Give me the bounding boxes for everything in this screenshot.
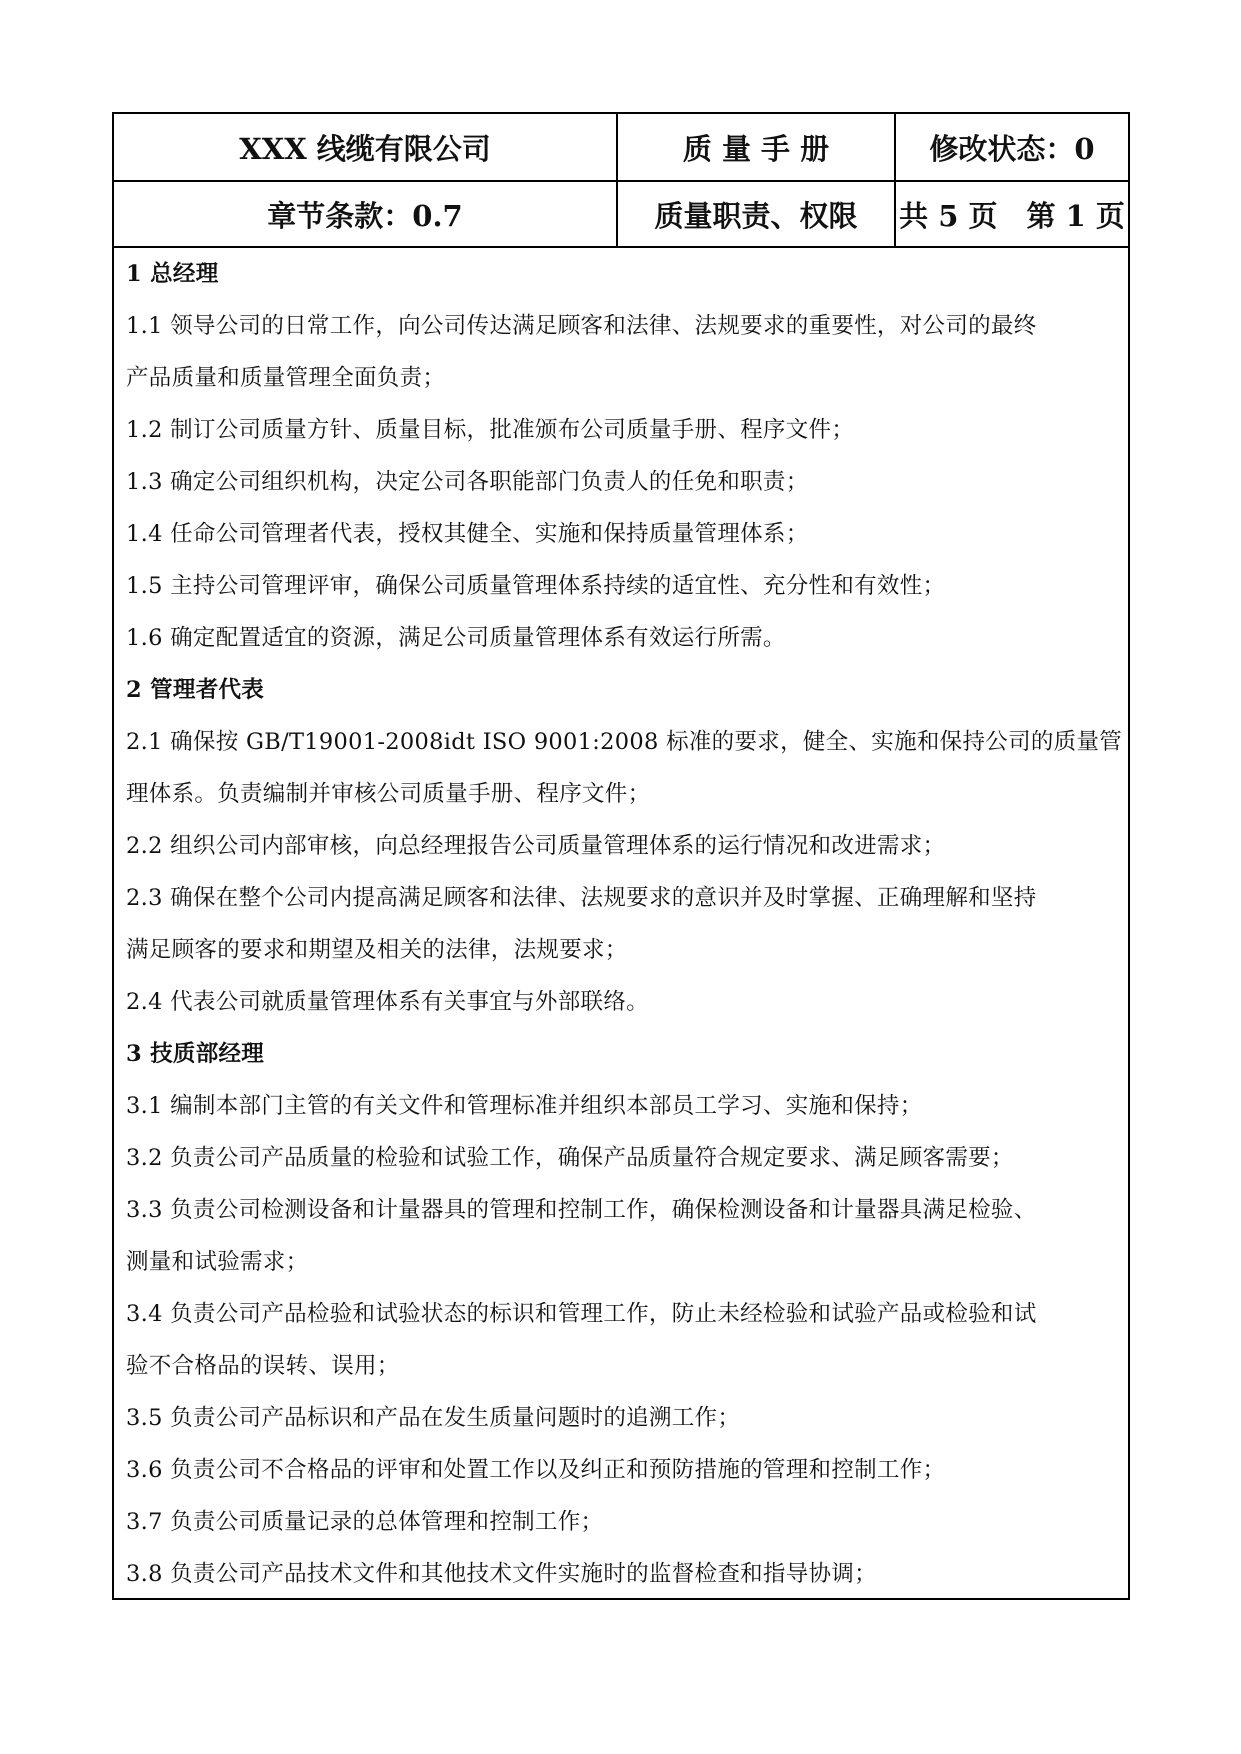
body-line: 2.4 代表公司就质量管理体系有关事宜与外部联络。 <box>126 989 649 1015</box>
company-name: XXX 线缆有限公司 <box>114 114 618 180</box>
body-line: 满足顾客的要求和期望及相关的法律，法规要求； <box>126 937 628 963</box>
body-line: 2.3 确保在整个公司内提高满足顾客和法律、法规要求的意识并及时掌握、正确理解和坚持 <box>126 885 1037 911</box>
document-body <box>126 248 1123 1600</box>
chapter-clause: 章节条款：0.7 <box>114 182 618 246</box>
section-heading: 1 总经理 <box>126 261 219 287</box>
body-line: 3.3 负责公司检测设备和计量器具的管理和控制工作，确保检测设备和计量器具满足检验、 <box>126 1197 1037 1223</box>
document-frame <box>112 112 1130 1600</box>
body-line: 测量和试验需求； <box>126 1249 309 1275</box>
body-line: 1.1 领导公司的日常工作，向公司传达满足顾客和法律、法规要求的重要性，对公司的最终 <box>126 313 1037 339</box>
body-line: 1.5 主持公司管理评审，确保公司质量管理体系持续的适宜性、充分性和有效性； <box>126 573 946 599</box>
section-heading: 2 管理者代表 <box>126 677 265 703</box>
manual-title: 质 量 手 册 <box>618 114 896 180</box>
body-line: 3.2 负责公司产品质量的检验和试验工作，确保产品质量符合规定要求、满足顾客需要； <box>126 1145 1014 1171</box>
body-line: 3.7 负责公司质量记录的总体管理和控制工作； <box>126 1509 604 1535</box>
body-line: 3.1 编制本部门主管的有关文件和管理标准并组织本部员工学习、实施和保持； <box>126 1093 923 1119</box>
body-line: 3.4 负责公司产品检验和试验状态的标识和管理工作，防止未经检验和试验产品或检验和试 <box>126 1301 1037 1327</box>
body-line: 产品质量和质量管理全面负责； <box>126 365 446 391</box>
body-line: 3.6 负责公司不合格品的评审和处置工作以及纠正和预防措施的管理和控制工作； <box>126 1457 946 1483</box>
revision-status: 修改状态：0 <box>929 131 1095 166</box>
section-heading: 3 技质部经理 <box>126 1041 265 1067</box>
body-line: 3.5 负责公司产品标识和产品在发生质量问题时的追溯工作； <box>126 1405 741 1431</box>
body-line: 2.1 确保按 GB/T19001-2008idt ISO 9001:2008 标准的要求，健全、实施和保持公司的质量管 <box>126 729 1123 755</box>
body-line: 1.2 制订公司质量方针、质量目标，批准颁布公司质量手册、程序文件； <box>126 417 855 443</box>
body-line: 1.4 任命公司管理者代表，授权其健全、实施和保持质量管理体系； <box>126 521 809 547</box>
body-line: 3.8 负责公司产品技术文件和其他技术文件实施时的监督检查和指导协调； <box>126 1561 877 1587</box>
section-topic: 质量职责、权限 <box>618 182 896 246</box>
body-line: 验不合格品的误转、误用； <box>126 1353 400 1379</box>
body-line: 理体系。负责编制并审核公司质量手册、程序文件； <box>126 781 651 807</box>
body-line: 1.6 确定配置适宜的资源，满足公司质量管理体系有效运行所需。 <box>126 625 786 651</box>
body-line: 1.3 确定公司组织机构，决定公司各职能部门负责人的任免和职责； <box>126 469 809 495</box>
header-row-1 <box>114 114 1128 182</box>
page-count: 共 5 页 第 1 页 <box>899 198 1125 233</box>
header-row-2 <box>114 182 1128 248</box>
body-line: 2.2 组织公司内部审核，向总经理报告公司质量管理体系的运行情况和改进需求； <box>126 833 946 859</box>
